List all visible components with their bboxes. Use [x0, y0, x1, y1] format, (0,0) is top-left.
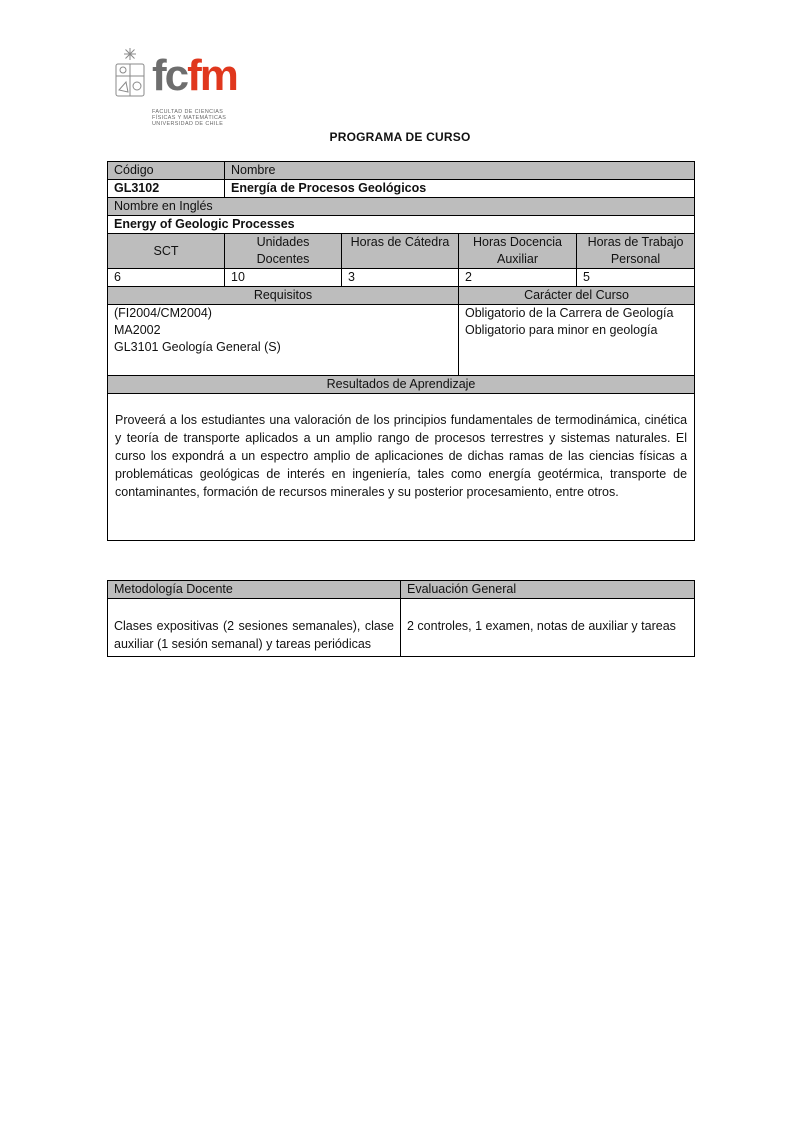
requirement-item: (FI2004/CM2004) [114, 306, 212, 320]
page-title: PROGRAMA DE CURSO [329, 130, 471, 144]
units-value: 10 [225, 269, 342, 287]
lecture-hours-value: 3 [342, 269, 459, 287]
requirements-label: Requisitos [108, 287, 459, 305]
name-label: Nombre [225, 162, 695, 180]
outcomes-label: Resultados de Aprendizaje [108, 376, 695, 394]
table-row [108, 198, 695, 216]
units-label: Unidades Docentes [225, 234, 342, 269]
fcfm-wordmark: fcfm [152, 51, 237, 100]
course-info-table [107, 161, 695, 541]
table-row [108, 287, 695, 305]
logo-tagline: FACULTAD DE CIENCIAS FÍSICAS Y MATEMÁTICAS UNIVERSIDAD DE CHILE [152, 109, 227, 127]
outcomes-text: Proveerá a los estudiantes una valoración de los principios fundamentales de termodinámica, cinética y teoría de transporte aplicados a un amplio rango de procesos terrestres y sistemas naturales. El curso los expondrá a un espectro amplio de aplicaciones de dichas ramas de las ciencias físicas a problemáticas geológicas de interés en ingeniería, tales como energía geotérmica, transporte de contaminantes, formación de recursos minerales y su posterior procesamiento, entre otros. [108, 394, 695, 541]
table-row [108, 305, 695, 376]
lecture-hours-label: Horas de Cátedra [342, 234, 459, 269]
table-row [108, 162, 695, 180]
requirement-item: GL3101 Geología General (S) [114, 340, 281, 354]
sct-label: SCT [108, 234, 225, 269]
character-label: Carácter del Curso [459, 287, 695, 305]
course-code: GL3102 [108, 180, 225, 198]
character-item: Obligatorio de la Carrera de Geología [465, 306, 674, 320]
table-row [108, 216, 695, 234]
character-item: Obligatorio para minor en geología [465, 323, 658, 337]
requirements-list [108, 305, 459, 376]
code-label: Código [108, 162, 225, 180]
aux-hours-label: Horas Docencia Auxiliar [459, 234, 577, 269]
aux-hours-value: 2 [459, 269, 577, 287]
table-row [108, 269, 695, 287]
english-name-label: Nombre en Inglés [108, 198, 695, 216]
university-emblem-icon [112, 46, 148, 100]
methodology-label: Metodología Docente [108, 581, 401, 599]
personal-hours-label: Horas de Trabajo Personal [577, 234, 695, 269]
course-name: Energía de Procesos Geológicos [225, 180, 695, 198]
fcfm-logo [112, 46, 242, 130]
personal-hours-value: 5 [577, 269, 695, 287]
character-list [459, 305, 695, 376]
table-row [108, 581, 695, 599]
english-name: Energy of Geologic Processes [108, 216, 695, 234]
table-row [108, 376, 695, 394]
evaluation-label: Evaluación General [401, 581, 695, 599]
table-row [108, 394, 695, 541]
table-row [108, 599, 695, 657]
methodology-text: Clases expositivas (2 sesiones semanales), clase auxiliar (1 sesión semanal) y tareas periódicas [108, 599, 401, 657]
table-row [108, 234, 695, 269]
evaluation-text: 2 controles, 1 examen, notas de auxiliar y tareas [401, 599, 695, 657]
methodology-table [107, 580, 695, 657]
sct-value: 6 [108, 269, 225, 287]
requirement-item: MA2002 [114, 323, 161, 337]
table-row [108, 180, 695, 198]
